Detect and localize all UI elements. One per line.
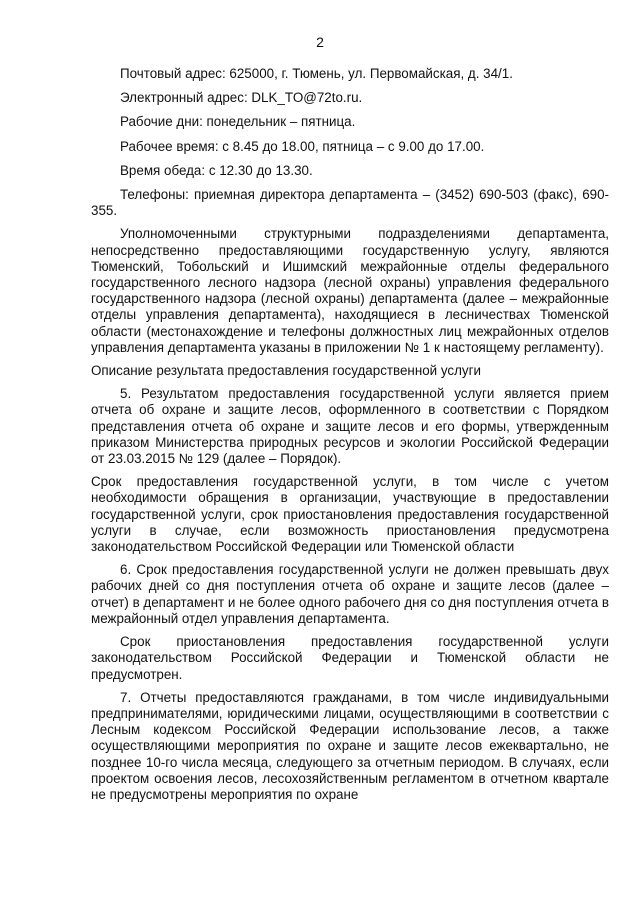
authorized-units-paragraph: Уполномоченными структурными подразделениями департамента, непосредственно предоставляющими государственную услугу, являются Тюменский, Тобольский и Ишимский межрайонные отделы федерального государственного лесного надзора (лесной охраны) управления федерального государственного надзора (лесной охраны) департамента (далее – межрайонные отделы управления департамента), находящиеся в лесничествах Тюменской области (местонахождение и телефоны должностных лиц межрайонных отделов управления департамента указаны в приложении № 1 к настоящему регламенту). [91, 226, 609, 355]
email-address: Электронный адрес: DLK_TO@72to.ru. [120, 90, 363, 106]
item-6-paragraph: 6. Срок предоставления государственной услуги не должен превышать двух рабочих дней со дня поступления отчета об охране и защите лесов (далее – отчет) в департамент и не более одного рабочего дня со дня поступления отчета в межрайонный отдел управления департамента. [91, 562, 609, 626]
result-heading: Описание результата предоставления государственной услуги [91, 363, 481, 379]
suspension-paragraph: Срок приостановления предоставления государственной услуги законодательством Российской Федерации и Тюменской области не предусмотрен. [91, 634, 609, 682]
phone-numbers: Телефоны: приемная директора департамента – (3452) 690-503 (факс), 690-355. [91, 187, 609, 219]
page-number: 2 [316, 34, 324, 50]
working-hours: Рабочее время: с 8.45 до 18.00, пятница – с 9.00 до 17.00. [120, 138, 485, 154]
working-days: Рабочие дни: понедельник – пятница. [120, 114, 356, 130]
term-heading: Срок предоставления государственной услуги, в том числе с учетом необходимости обращения в организации, участвующие в предоставлении государственной услуги, срок приостановления предоставления государственной услуги в случае, если возможность приостановления предусмотрена законодательством Российской Федерации или Тюменской области [91, 474, 609, 555]
postal-address: Почтовый адрес: 625000, г. Тюмень, ул. Первомайская, д. 34/1. [120, 66, 513, 81]
item-5-paragraph: 5. Результатом предоставления государственной услуги является прием отчета об охране и защите лесов, оформленного в соответствии с Порядком представления отчета об охране и защите лесов и его формы, утвержденным приказом Министерства природных ресурсов и экологии Российской Федерации от 23.03.2015 № 129 (далее – Порядок). [91, 386, 609, 467]
document-body [91, 66, 609, 810]
lunch-time: Время обеда: с 12.30 до 13.30. [120, 162, 313, 178]
item-7-paragraph: 7. Отчеты предоставляются гражданами, в том числе индивидуальными предпринимателями, юридическими лицами, осуществляющими в соответствии с Лесным кодексом Российской Федерации использование лесов, а также осуществляющими мероприятия по охране и защите лесов ежеквартально, не позднее 10-го числа месяца, следующего за отчетным периодом. В случаях, если проектом освоения лесов, лесохозяйственным регламентом в отчетном квартале не предусмотрены мероприятия по охране [91, 689, 609, 802]
